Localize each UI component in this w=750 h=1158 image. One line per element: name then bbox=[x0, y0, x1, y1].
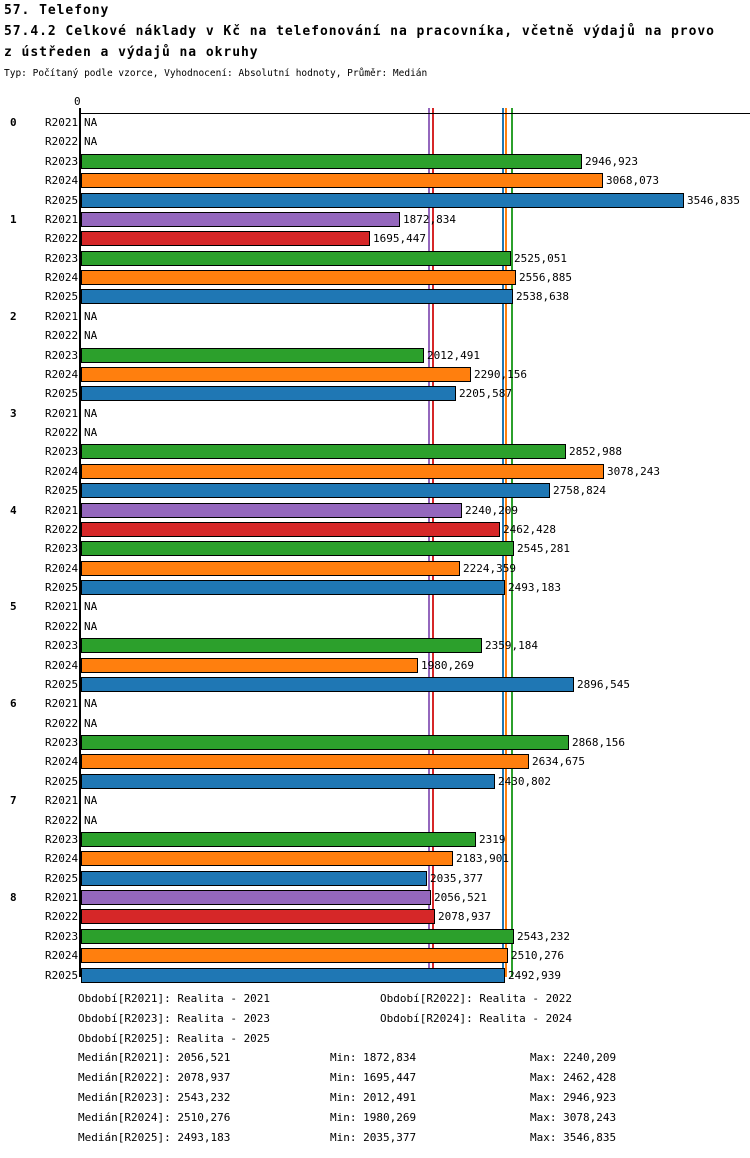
value-label: 2290,156 bbox=[474, 367, 527, 381]
stat-median: Medián[R2025]: 2493,183 bbox=[78, 1131, 231, 1144]
year-label: R2025 bbox=[45, 968, 79, 982]
bar bbox=[81, 909, 435, 924]
value-label: 2556,885 bbox=[519, 271, 572, 285]
stat-max: Max: 2240,209 bbox=[530, 1051, 617, 1064]
bar bbox=[81, 774, 495, 789]
year-label: R2023 bbox=[45, 639, 79, 653]
value-label: 2538,638 bbox=[516, 290, 569, 304]
bar bbox=[81, 948, 508, 963]
group-label: 7 bbox=[10, 794, 17, 808]
year-label: R2024 bbox=[45, 949, 79, 963]
value-label: 2758,824 bbox=[553, 484, 606, 498]
group-label: 2 bbox=[10, 309, 17, 323]
year-label: R2022 bbox=[45, 232, 79, 246]
stat-min: Min: 2035,377 bbox=[330, 1131, 417, 1144]
year-label: R2023 bbox=[45, 348, 79, 362]
value-label: 2543,232 bbox=[517, 929, 570, 943]
year-label: R2021 bbox=[45, 697, 79, 711]
year-label: R2023 bbox=[45, 542, 79, 556]
bar bbox=[81, 677, 574, 692]
stat-max: Max: 2462,428 bbox=[530, 1071, 617, 1084]
year-label: R2022 bbox=[45, 716, 79, 730]
bar bbox=[81, 154, 582, 169]
stat-min: Min: 1980,269 bbox=[330, 1111, 417, 1124]
group-label: 6 bbox=[10, 697, 17, 711]
year-label: R2021 bbox=[45, 891, 79, 905]
value-label: 2493,183 bbox=[508, 581, 561, 595]
value-label: 3078,243 bbox=[607, 464, 660, 478]
value-label: 2525,051 bbox=[514, 251, 567, 265]
year-label: R2023 bbox=[45, 251, 79, 265]
bar bbox=[81, 871, 427, 886]
stat-min: Min: 2012,491 bbox=[330, 1091, 417, 1104]
year-label: R2022 bbox=[45, 135, 79, 149]
value-label: 2240,209 bbox=[465, 503, 518, 517]
value-label: 2492,939 bbox=[508, 968, 561, 982]
page-subtitle-line2: z ústředen a výdajů na okruhy bbox=[4, 45, 259, 60]
year-label: R2022 bbox=[45, 426, 79, 440]
na-label: NA bbox=[84, 619, 98, 633]
stat-median: Medián[R2023]: 2543,232 bbox=[78, 1091, 231, 1104]
bar bbox=[81, 541, 514, 556]
year-label: R2024 bbox=[45, 658, 79, 672]
legend-item: Období[R2022]: Realita - 2022 bbox=[380, 992, 573, 1005]
legend-item: Období[R2024]: Realita - 2024 bbox=[380, 1012, 573, 1025]
year-label: R2025 bbox=[45, 871, 79, 885]
value-label: 1980,269 bbox=[421, 658, 474, 672]
value-label: 2319 bbox=[479, 832, 506, 846]
stat-max: Max: 3078,243 bbox=[530, 1111, 617, 1124]
year-label: R2021 bbox=[45, 309, 79, 323]
group-label: 8 bbox=[10, 891, 17, 905]
bar bbox=[81, 483, 550, 498]
stat-min: Min: 1872,834 bbox=[330, 1051, 417, 1064]
bar bbox=[81, 522, 500, 537]
year-label: R2024 bbox=[45, 852, 79, 866]
stat-median: Medián[R2024]: 2510,276 bbox=[78, 1111, 231, 1124]
value-label: 2510,276 bbox=[511, 949, 564, 963]
bar bbox=[81, 580, 505, 595]
group-label: 0 bbox=[10, 116, 17, 129]
value-label: 2012,491 bbox=[427, 348, 480, 362]
na-label: NA bbox=[84, 135, 98, 149]
group-label: 5 bbox=[10, 600, 17, 614]
year-label: R2022 bbox=[45, 813, 79, 827]
value-label: 2896,545 bbox=[577, 677, 630, 691]
bar bbox=[81, 464, 604, 479]
bar bbox=[81, 444, 566, 459]
value-label: 2056,521 bbox=[434, 891, 487, 905]
year-label: R2023 bbox=[45, 736, 79, 750]
bar bbox=[81, 251, 511, 266]
value-label: 1872,834 bbox=[403, 212, 456, 226]
year-label: R2021 bbox=[45, 600, 79, 614]
year-label: R2025 bbox=[45, 387, 79, 401]
year-label: R2025 bbox=[45, 581, 79, 595]
value-label: 2462,428 bbox=[503, 522, 556, 536]
year-label: R2024 bbox=[45, 174, 79, 188]
group-label: 4 bbox=[10, 503, 17, 517]
year-label: R2023 bbox=[45, 154, 79, 168]
bar bbox=[81, 386, 456, 401]
year-label: R2021 bbox=[45, 406, 79, 420]
year-label: R2022 bbox=[45, 329, 79, 343]
value-label: 3068,073 bbox=[606, 174, 659, 188]
year-label: R2024 bbox=[45, 367, 79, 381]
value-label: 1695,447 bbox=[373, 232, 426, 246]
bar bbox=[81, 658, 418, 673]
year-label: R2024 bbox=[45, 561, 79, 575]
bar bbox=[81, 212, 400, 227]
value-label: 2078,937 bbox=[438, 910, 491, 924]
value-label: 2545,281 bbox=[517, 542, 570, 556]
value-label: 2359,184 bbox=[485, 639, 538, 653]
na-label: NA bbox=[84, 426, 98, 440]
year-label: R2021 bbox=[45, 794, 79, 808]
chart-meta-line: Typ: Počítaný podle vzorce, Vyhodnocení: Absolutní hodnoty, Průměr: Medián bbox=[4, 68, 428, 79]
year-label: R2021 bbox=[45, 503, 79, 517]
year-label: R2021 bbox=[45, 116, 79, 129]
stat-min: Min: 1695,447 bbox=[330, 1071, 417, 1084]
year-label: R2025 bbox=[45, 677, 79, 691]
value-label: 3546,835 bbox=[687, 193, 740, 207]
na-label: NA bbox=[84, 309, 98, 323]
legend-item: Období[R2023]: Realita - 2023 bbox=[78, 1012, 271, 1025]
na-label: NA bbox=[84, 716, 98, 730]
year-label: R2022 bbox=[45, 522, 79, 536]
value-label: 2183,901 bbox=[456, 852, 509, 866]
bar bbox=[81, 231, 370, 246]
bar bbox=[81, 348, 424, 363]
value-label: 2430,802 bbox=[498, 774, 551, 788]
bar bbox=[81, 638, 482, 653]
value-label: 2035,377 bbox=[430, 871, 483, 885]
value-label: 2224,359 bbox=[463, 561, 516, 575]
na-label: NA bbox=[84, 329, 98, 343]
na-label: NA bbox=[84, 813, 98, 827]
na-label: NA bbox=[84, 406, 98, 420]
legend-item: Období[R2021]: Realita - 2021 bbox=[78, 992, 271, 1005]
bar bbox=[81, 968, 505, 983]
bar bbox=[81, 367, 471, 382]
na-label: NA bbox=[84, 116, 98, 129]
axis-origin-label: 0 bbox=[74, 95, 81, 108]
bar bbox=[81, 270, 516, 285]
value-label: 2852,988 bbox=[569, 445, 622, 459]
bar bbox=[81, 193, 684, 208]
bar bbox=[81, 929, 514, 944]
year-label: R2024 bbox=[45, 755, 79, 769]
page-title: 57. Telefony bbox=[4, 3, 110, 18]
value-label: 2205,587 bbox=[459, 387, 512, 401]
year-label: R2024 bbox=[45, 464, 79, 478]
page-subtitle-line1: 57.4.2 Celkové náklady v Kč na telefonování na pracovníka, včetně výdajů na provo bbox=[4, 24, 715, 39]
stat-median: Medián[R2022]: 2078,937 bbox=[78, 1071, 231, 1084]
group-label: 1 bbox=[10, 212, 17, 226]
bar bbox=[81, 851, 453, 866]
stat-max: Max: 3546,835 bbox=[530, 1131, 617, 1144]
bar bbox=[81, 173, 603, 188]
year-label: R2025 bbox=[45, 484, 79, 498]
year-label: R2025 bbox=[45, 290, 79, 304]
group-label: 3 bbox=[10, 406, 17, 420]
year-label: R2022 bbox=[45, 619, 79, 633]
bar bbox=[81, 289, 513, 304]
bar bbox=[81, 890, 431, 905]
year-label: R2025 bbox=[45, 193, 79, 207]
x-axis-top-line bbox=[80, 113, 750, 114]
bar bbox=[81, 735, 569, 750]
na-label: NA bbox=[84, 794, 98, 808]
value-label: 2868,156 bbox=[572, 736, 625, 750]
year-label: R2023 bbox=[45, 445, 79, 459]
bar bbox=[81, 561, 460, 576]
year-label: R2024 bbox=[45, 271, 79, 285]
value-label: 2634,675 bbox=[532, 755, 585, 769]
legend-item: Období[R2025]: Realita - 2025 bbox=[78, 1032, 271, 1045]
bar bbox=[81, 832, 476, 847]
stat-median: Medián[R2021]: 2056,521 bbox=[78, 1051, 231, 1064]
stat-max: Max: 2946,923 bbox=[530, 1091, 617, 1104]
year-label: R2023 bbox=[45, 832, 79, 846]
na-label: NA bbox=[84, 600, 98, 614]
year-label: R2022 bbox=[45, 910, 79, 924]
na-label: NA bbox=[84, 697, 98, 711]
year-label: R2025 bbox=[45, 774, 79, 788]
bar bbox=[81, 503, 462, 518]
bar bbox=[81, 754, 529, 769]
year-label: R2023 bbox=[45, 929, 79, 943]
year-label: R2021 bbox=[45, 212, 79, 226]
value-label: 2946,923 bbox=[585, 154, 638, 168]
